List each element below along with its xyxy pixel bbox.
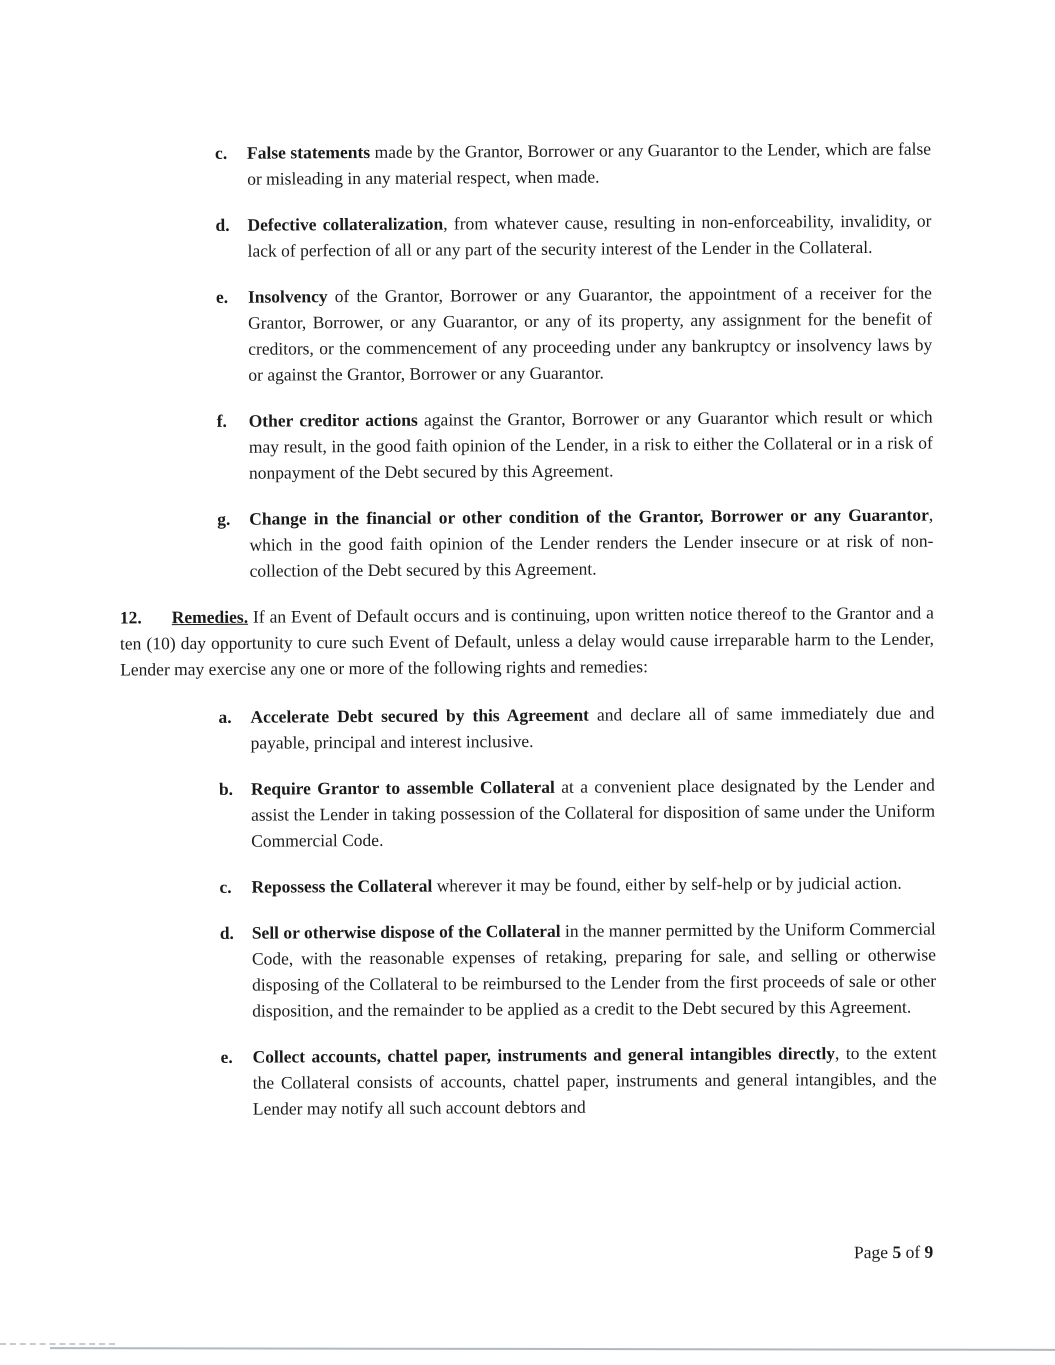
of-label: of: [905, 1241, 920, 1262]
list-body-text: of the Grantor, Borrower or any Guarantor, the appointment of a receiver for the Grantor, Borrower, or any Guarantor, or any of its property, any assignment for the benefit of creditors, or the commencement of any proceeding under any bankruptcy or insolvency laws by or against the Grantor, Borrower or any Guarantor.: [248, 282, 933, 385]
remedies-section-paragraph: [120, 600, 934, 683]
list-lead: Require Grantor to assemble Collateral: [250, 776, 555, 799]
list-marker: d.: [219, 922, 234, 943]
list-marker: e.: [215, 286, 229, 307]
list-marker: b.: [218, 778, 234, 799]
list-lead: Collect accounts, chattel paper, instruments and general intangibles directly: [252, 1043, 836, 1067]
list-item: [219, 772, 935, 854]
list-text: [250, 700, 934, 756]
list-marker: g.: [217, 508, 231, 529]
scan-artifact-line: [50, 1347, 1055, 1351]
list-text: [248, 280, 933, 388]
section-number: 12.: [119, 607, 142, 628]
list-lead: Accelerate Debt secured by this Agreement: [250, 704, 590, 727]
list-text: [249, 502, 933, 584]
list-text: [249, 404, 933, 486]
list-lead: Other creditor actions: [248, 409, 418, 431]
list-body-text: , from whatever cause, resulting in non-enforceability, invalidity, or lack of perfection of all or any part of the security interest of the Lender in the Collateral.: [247, 210, 932, 261]
list-lead: Sell or otherwise dispose of the Collateral: [251, 920, 561, 943]
list-marker: f.: [216, 410, 227, 431]
page-label: Page: [853, 1242, 888, 1263]
list-text: [251, 870, 935, 900]
list-body-text: against the Grantor, Borrower or any Guarantor which result or which may result, in the good faith opinion of the Lender, in a risk to either the Collateral or in a risk of nonpayment of the Debt secured by this Agreement.: [248, 406, 933, 483]
list-body-text: in the manner permitted by the Uniform Commercial Code, with the reasonable expenses of retaking, preparing for sale, and selling or otherwise disposing of the Collateral to be reimbursed to the Lender from the first proceeds of sale or other disposition, and the remainder to be applied as a credit to the Debt secured by this Agreement.: [251, 918, 937, 1021]
list-lead: Insolvency: [247, 286, 328, 307]
section-heading: Remedies.: [171, 606, 249, 628]
section-intro-text: If an Event of Default occurs and is continuing, upon written notice thereof to the Grantor and a ten (10) day opportunity to cure such Event of Default, unless a delay would cause irreparable harm to the Lender, Lender may exercise any one or more of the following rights and remedies:: [119, 602, 935, 680]
list-text: [252, 916, 937, 1024]
list-lead: Change in the financial or other condition of the Grantor, Borrower or any Guarantor: [249, 504, 929, 529]
document-content: [117, 136, 937, 1143]
list-text: [247, 208, 931, 264]
list-body-text: , which in the good faith opinion of the Lender renders the Lender insecure or at risk of non-collection of the Debt secured by this Agreement.: [249, 504, 934, 581]
list-marker: a.: [218, 706, 232, 727]
list-marker: c.: [214, 142, 228, 163]
list-body-text: wherever it may be found, either by self-help or by judicial action.: [432, 872, 902, 896]
list-marker: d.: [215, 214, 230, 235]
list-item: [220, 916, 937, 1024]
list-body-text: , to the extent the Collateral consists of accounts, chattel paper, instruments and general intangibles, and the Lender may notify all such account debtors and: [252, 1042, 937, 1119]
list-item: [220, 1040, 936, 1122]
list-item: [219, 870, 935, 900]
list-lead: Defective collateralization: [247, 213, 444, 235]
list-item: [216, 280, 933, 388]
list-body-text: and declare all of same immediately due and payable, principal and interest inclusive.: [250, 702, 935, 753]
list-item: [217, 502, 933, 584]
scan-artifact-line: [0, 1343, 115, 1345]
list-item: [215, 208, 931, 264]
list-text: [252, 1040, 936, 1122]
list-item: [218, 700, 934, 756]
list-lead: Repossess the Collateral: [251, 875, 433, 897]
list-text: [251, 772, 935, 854]
list-item: [217, 404, 933, 486]
list-body-text: at a convenient place designated by the Lender and assist the Lender in taking possession of the Collateral for disposition of same under the Uniform Commercial Code.: [251, 774, 936, 851]
page-number: 5: [892, 1241, 901, 1263]
list-text: [247, 136, 931, 192]
list-lead: False statements: [246, 141, 371, 163]
list-item: [215, 136, 931, 192]
total-pages: 9: [924, 1241, 934, 1262]
list-body-text: made by the Grantor, Borrower or any Guarantor to the Lender, which are false or misleading in any material respect, when made.: [247, 138, 932, 189]
list-marker: e.: [220, 1046, 233, 1067]
list-marker: c.: [219, 876, 232, 897]
page-footer: [854, 1242, 933, 1263]
